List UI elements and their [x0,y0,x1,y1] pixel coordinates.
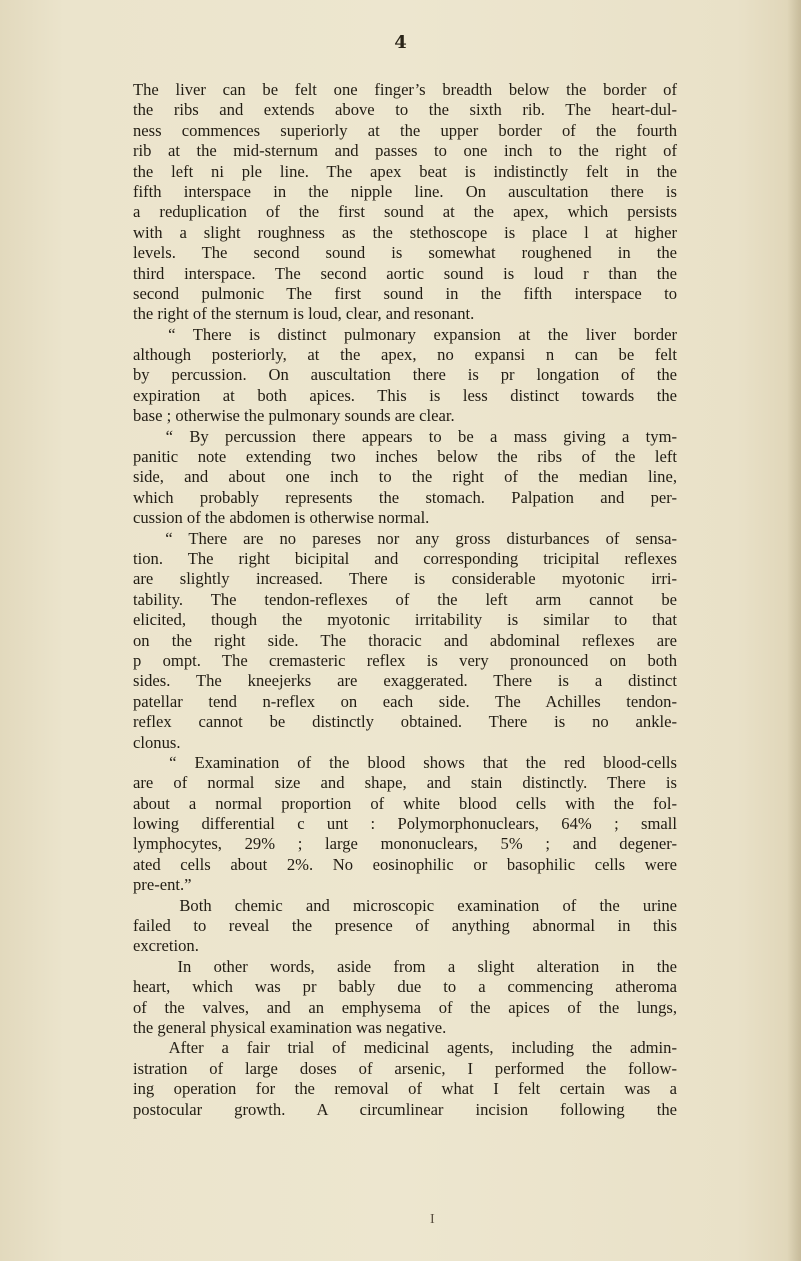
text-line: postocular growth. A circumlinear incision following the [133,1099,677,1119]
text-line: a reduplication of the first sound at the apex, which persists [133,202,677,222]
body-text [133,80,677,1120]
text-line: expiration at both apices. This is less distinct towards the [133,385,677,405]
text-line: “ There are no pareses nor any gross disturbances of sensa- [133,528,677,548]
text-line: patellar tend n-reflex on each side. The Achilles tendon- [133,691,677,711]
text-line: ated cells about 2%. No eosinophilic or basophilic cells were [133,854,677,874]
page-number: 4 [394,32,407,53]
text-line: After a fair trial of medicinal agents, including the admin- [133,1038,677,1058]
text-line: tion. The right bicipital and corresponding tricipital reflexes [133,548,677,568]
text-line: tability. The tendon-reflexes of the left arm cannot be [133,589,677,609]
text-line: istration of large doses of arsenic, I performed the follow- [133,1058,677,1078]
text-line: base ; otherwise the pulmonary sounds are clear. [133,406,455,426]
text-line: on the right side. The thoracic and abdominal reflexes are [133,630,677,650]
footer-mark: I [430,1212,435,1227]
text-line: excretion. [133,936,199,956]
text-line: pre-ent.” [133,875,192,895]
text-line: failed to reveal the presence of anything abnormal in this [133,916,677,936]
text-line: clonus. [133,732,181,752]
text-line: lowing differential c unt : Polymorphonuclears, 64% ; small [133,814,677,834]
text-line: the ribs and extends above to the sixth rib. The heart-dul- [133,100,677,120]
text-line: about a normal proportion of white blood cells with the fol- [133,793,677,813]
text-line: which probably represents the stomach. Palpation and per- [133,487,677,507]
text-line: Both chemic and microscopic examination of the urine [133,895,677,915]
text-line: with a slight roughness as the stethoscope is place l at higher [133,222,677,242]
text-line: levels. The second sound is somewhat roughened in the [133,243,677,263]
text-line: are of normal size and shape, and stain distinctly. There is [133,773,677,793]
text-line: “ There is distinct pulmonary expansion at the liver border [133,324,677,344]
text-line: The liver can be felt one finger’s breadth below the border of [133,80,677,99]
text-line: In other words, aside from a slight alteration in the [133,956,677,976]
text-line: reflex cannot be distinctly obtained. There is no ankle- [133,712,677,732]
text-line: by percussion. On auscultation there is pr longation of the [133,365,677,385]
text-line: lymphocytes, 29% ; large mononuclears, 5% ; and degener- [133,834,677,854]
text-line: heart, which was pr bably due to a commencing atheroma [133,977,677,997]
text-line: panitic note extending two inches below the ribs of the left [133,447,677,467]
text-line: although posteriorly, at the apex, no expansi n can be felt [133,345,677,365]
text-line: “ Examination of the blood shows that the red blood-cells [133,752,677,772]
text-line: elicited, though the myotonic irritability is similar to that [133,610,677,630]
text-line: rib at the mid-sternum and passes to one inch to the right of [133,141,677,161]
text-line: the left ni ple line. The apex beat is indistinctly felt in the [133,161,677,181]
text-line: the general physical examination was negative. [133,1017,447,1037]
text-line: cussion of the abdomen is otherwise normal. [133,508,430,528]
text-line: side, and about one inch to the right of the median line, [133,467,677,487]
text-line: sides. The kneejerks are exaggerated. There is a distinct [133,671,677,691]
text-line: p ompt. The cremasteric reflex is very pronounced on both [133,650,677,670]
text-line: ness commences superiorly at the upper border of the fourth [133,120,677,140]
text-line: second pulmonic The first sound in the fifth interspace to [133,283,677,303]
text-line: are slightly increased. There is considerable myotonic irri- [133,569,677,589]
page-edge-shadow [787,0,801,1261]
text-line: third interspace. The second aortic sound is loud r than the [133,263,677,283]
text-line: “ By percussion there appears to be a mass giving a tym- [133,426,677,446]
text-line: ing operation for the removal of what I felt certain was a [133,1079,677,1099]
text-line: of the valves, and an emphysema of the apices of the lungs, [133,997,677,1017]
text-line: the right of the sternum is loud, clear, and resonant. [133,304,475,324]
text-line: fifth interspace in the nipple line. On auscultation there is [133,181,677,201]
